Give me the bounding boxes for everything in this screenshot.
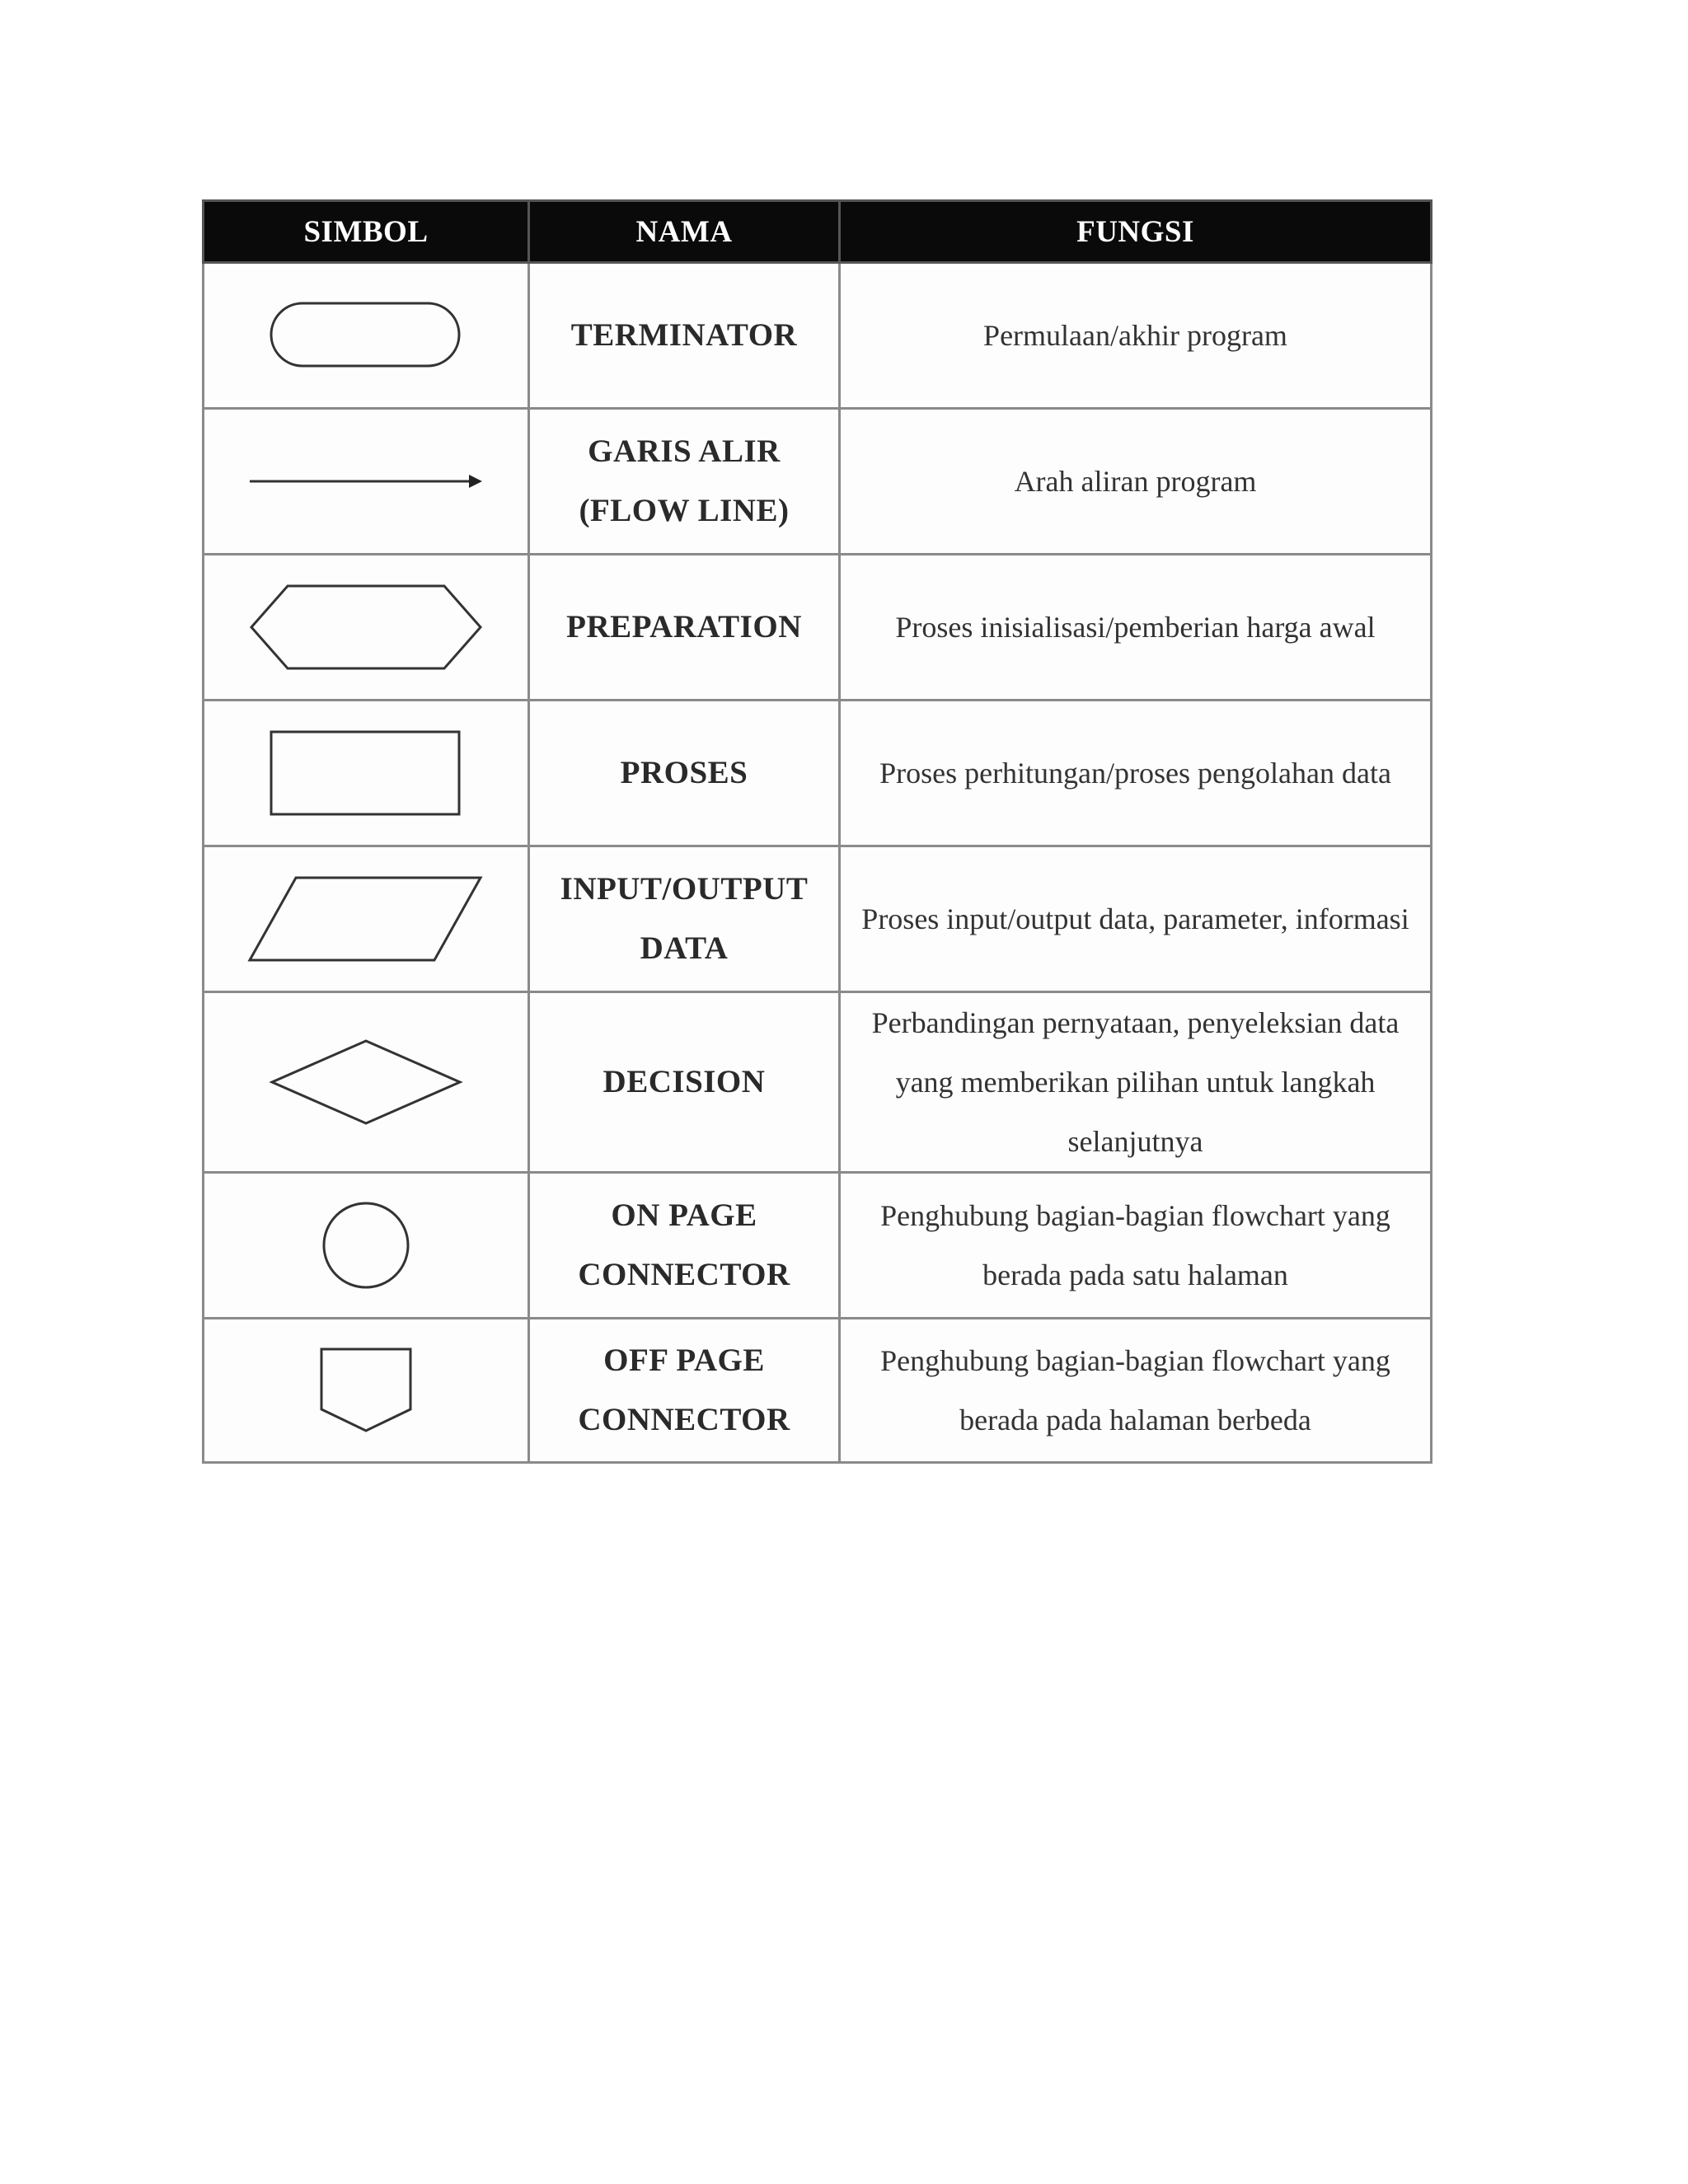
name-cell: PREPARATION [529, 555, 840, 701]
function-cell: Proses input/output data, parameter, informasi [840, 846, 1432, 992]
symbol-cell [204, 992, 529, 1173]
header-name: NAMA [529, 201, 840, 263]
name-cell: DECISION [529, 992, 840, 1173]
table-row [204, 1173, 1432, 1319]
name-cell: PROSES [529, 701, 840, 846]
symbol-cell [204, 1319, 529, 1463]
process-rectangle-icon [267, 728, 465, 818]
terminator-icon [267, 298, 465, 373]
flow-line-arrow-icon [246, 465, 485, 498]
symbol-cell [204, 1173, 529, 1319]
table-header-row [204, 201, 1432, 263]
symbol-cell [204, 263, 529, 409]
table-row [204, 409, 1432, 555]
header-symbol: SIMBOL [204, 201, 529, 263]
function-cell: Proses inisialisasi/pemberian harga awal [840, 555, 1432, 701]
name-cell: TERMINATOR [529, 263, 840, 409]
preparation-hexagon-icon [246, 582, 485, 673]
symbol-cell [204, 701, 529, 846]
header-function: FUNGSI [840, 201, 1432, 263]
name-cell: INPUT/OUTPUT DATA [529, 846, 840, 992]
function-cell: Perbandingan pernyataan, penyeleksian data yang memberikan pilihan untuk langkah selanjutnya [840, 992, 1432, 1173]
table-row [204, 992, 1432, 1173]
function-cell: Penghubung bagian-bagian flowchart yang berada pada halaman berbeda [840, 1319, 1432, 1463]
name-cell: GARIS ALIR (FLOW LINE) [529, 409, 840, 555]
flowchart-symbol-table [202, 199, 1432, 1464]
name-cell: OFF PAGE CONNECTOR [529, 1319, 840, 1463]
symbol-cell [204, 409, 529, 555]
decision-diamond-icon [267, 1037, 465, 1127]
symbol-cell [204, 555, 529, 701]
function-cell: Permulaan/akhir program [840, 263, 1432, 409]
symbol-cell [204, 846, 529, 992]
table-row [204, 555, 1432, 701]
function-cell: Arah aliran program [840, 409, 1432, 555]
table-row [204, 263, 1432, 409]
table-row [204, 1319, 1432, 1463]
table-row [204, 701, 1432, 846]
table-row [204, 846, 1432, 992]
name-cell: ON PAGE CONNECTOR [529, 1173, 840, 1319]
on-page-connector-circle-icon [316, 1200, 415, 1291]
off-page-connector-pentagon-icon [316, 1345, 415, 1436]
function-cell: Proses perhitungan/proses pengolahan data [840, 701, 1432, 846]
input-output-parallelogram-icon [246, 874, 485, 964]
function-cell: Penghubung bagian-bagian flowchart yang berada pada satu halaman [840, 1173, 1432, 1319]
